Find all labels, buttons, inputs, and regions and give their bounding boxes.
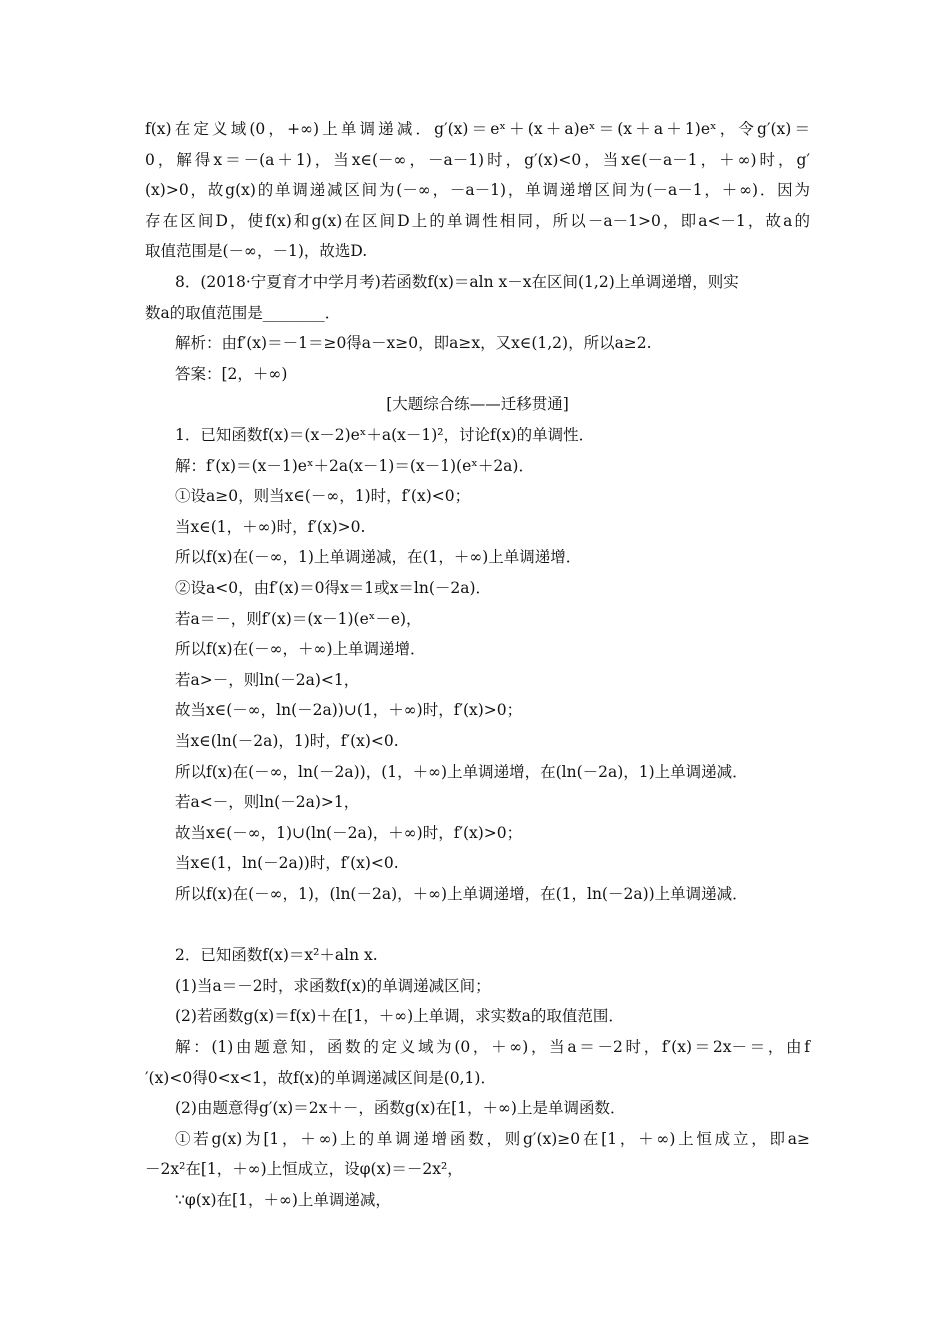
text-line: ②设a<0，由f′(x)＝0得x＝1或x＝ln(－2a)． xyxy=(175,579,492,597)
text-line: 若a＝－，则f′(x)＝(x－1)(eˣ－e)， xyxy=(175,609,422,628)
text-line: 取值范围是(－∞，－1)，故选D. xyxy=(145,242,368,261)
text-line: (1)当a＝－2时，求函数f(x)的单调递减区间； xyxy=(175,976,491,995)
text-line: 存在区间D，使f(x)和g(x)在区间D上的单调性相同，所以－a－1>0，即a<－1，故a的 xyxy=(145,211,810,230)
text-line: 0，解得x＝－(a＋1)，当x∈(－∞，－a－1)时，g′(x)<0，当x∈(－a－1，＋∞)时，g′ xyxy=(145,150,810,169)
text-line: (2)由题意得g′(x)＝2x＋－，函数g(x)在[1，＋∞)上是单调函数． xyxy=(175,1099,626,1118)
text-line: 解：(1)由题意知，函数的定义域为(0，＋∞)，当a＝－2时，f′(x)＝2x－＝，由f xyxy=(175,1038,810,1056)
text-line: 若a>－，则ln(－2a)<1， xyxy=(175,670,360,689)
text-line: ①设a≥0，则当x∈(－∞，1)时，f′(x)<0； xyxy=(175,487,471,506)
text-line: 所以f(x)在(－∞，1)，(ln(－2a)，＋∞)上单调递增，在(1，ln(－2a))上单调递减． xyxy=(175,885,748,903)
text-line: 故当x∈(－∞，ln(－2a))∪(1，＋∞)时，f′(x)>0； xyxy=(175,701,523,720)
text-line: 当x∈(1，ln(－2a))时，f′(x)<0. xyxy=(175,854,399,873)
text-line: ∵φ(x)在[1，＋∞)上单调递减， xyxy=(175,1191,391,1209)
text-line: (x)>0，故g(x)的单调递减区间为(－∞，－a－1)，单调递增区间为(－a－1，＋∞)．因为 xyxy=(145,181,810,200)
text-line: 当x∈(ln(－2a)，1)时，f′(x)<0. xyxy=(175,732,399,750)
text-line: ①若g(x)为[1，＋∞)上的单调递增函数，则g′(x)≥0在[1，＋∞)上恒成立，即a≥ xyxy=(175,1129,810,1148)
text-line: 当x∈(1，＋∞)时，f′(x)>0. xyxy=(175,517,366,536)
text-line: [大题综合练——迁移贯通] xyxy=(386,395,569,414)
text-line: 1．已知函数f(x)＝(x－2)eˣ＋a(x－1)²，讨论f(x)的单调性． xyxy=(175,426,595,444)
text-line: 所以f(x)在(－∞，1)上单调递减，在(1，＋∞)上单调递增． xyxy=(175,548,582,567)
text-line: ′(x)<0得0<x<1，故f(x)的单调递减区间是(0,1)． xyxy=(145,1068,496,1087)
text-line: 答案：[2，＋∞) xyxy=(175,364,288,383)
text-line: 所以f(x)在(－∞，ln(－2a))，(1，＋∞)上单调递增，在(ln(－2a)，1)上单调递减． xyxy=(175,762,748,781)
text-line: 8．(2018·宁夏育才中学月考)若函数f(x)＝aln x－x在区间(1,2)上单调递增，则实 xyxy=(175,273,739,291)
text-line: 2．已知函数f(x)＝x²＋aln x. xyxy=(175,946,378,965)
text-line: 解：f′(x)＝(x－1)eˣ＋2a(x－1)＝(x－1)(eˣ＋2a)． xyxy=(175,456,534,475)
text-line: 解析：由f′(x)＝－1＝≥0得a－x≥0，即a≥x，又x∈(1,2)，所以a≥2. xyxy=(175,334,652,353)
text-line: f(x)在定义域(0，+∞)上单调递减．g′(x)＝eˣ＋(x＋a)eˣ＝(x＋a＋1)eˣ，令g′(x)＝ xyxy=(145,120,810,138)
text-line: －2x²在[1，＋∞)上恒成立，设φ(x)＝－2x²， xyxy=(145,1160,463,1179)
text-line: 数a的取值范围是________． xyxy=(145,303,341,322)
text-line: 故当x∈(－∞，1)∪(ln(－2a)，＋∞)时，f′(x)>0； xyxy=(175,823,523,842)
text-line: 若a<－，则ln(－2a)>1， xyxy=(175,793,360,812)
text-line: 所以f(x)在(－∞，＋∞)上单调递增． xyxy=(175,640,426,659)
text-line: (2)若函数g(x)＝f(x)＋在[1，＋∞)上单调，求实数a的取值范围． xyxy=(175,1007,624,1026)
